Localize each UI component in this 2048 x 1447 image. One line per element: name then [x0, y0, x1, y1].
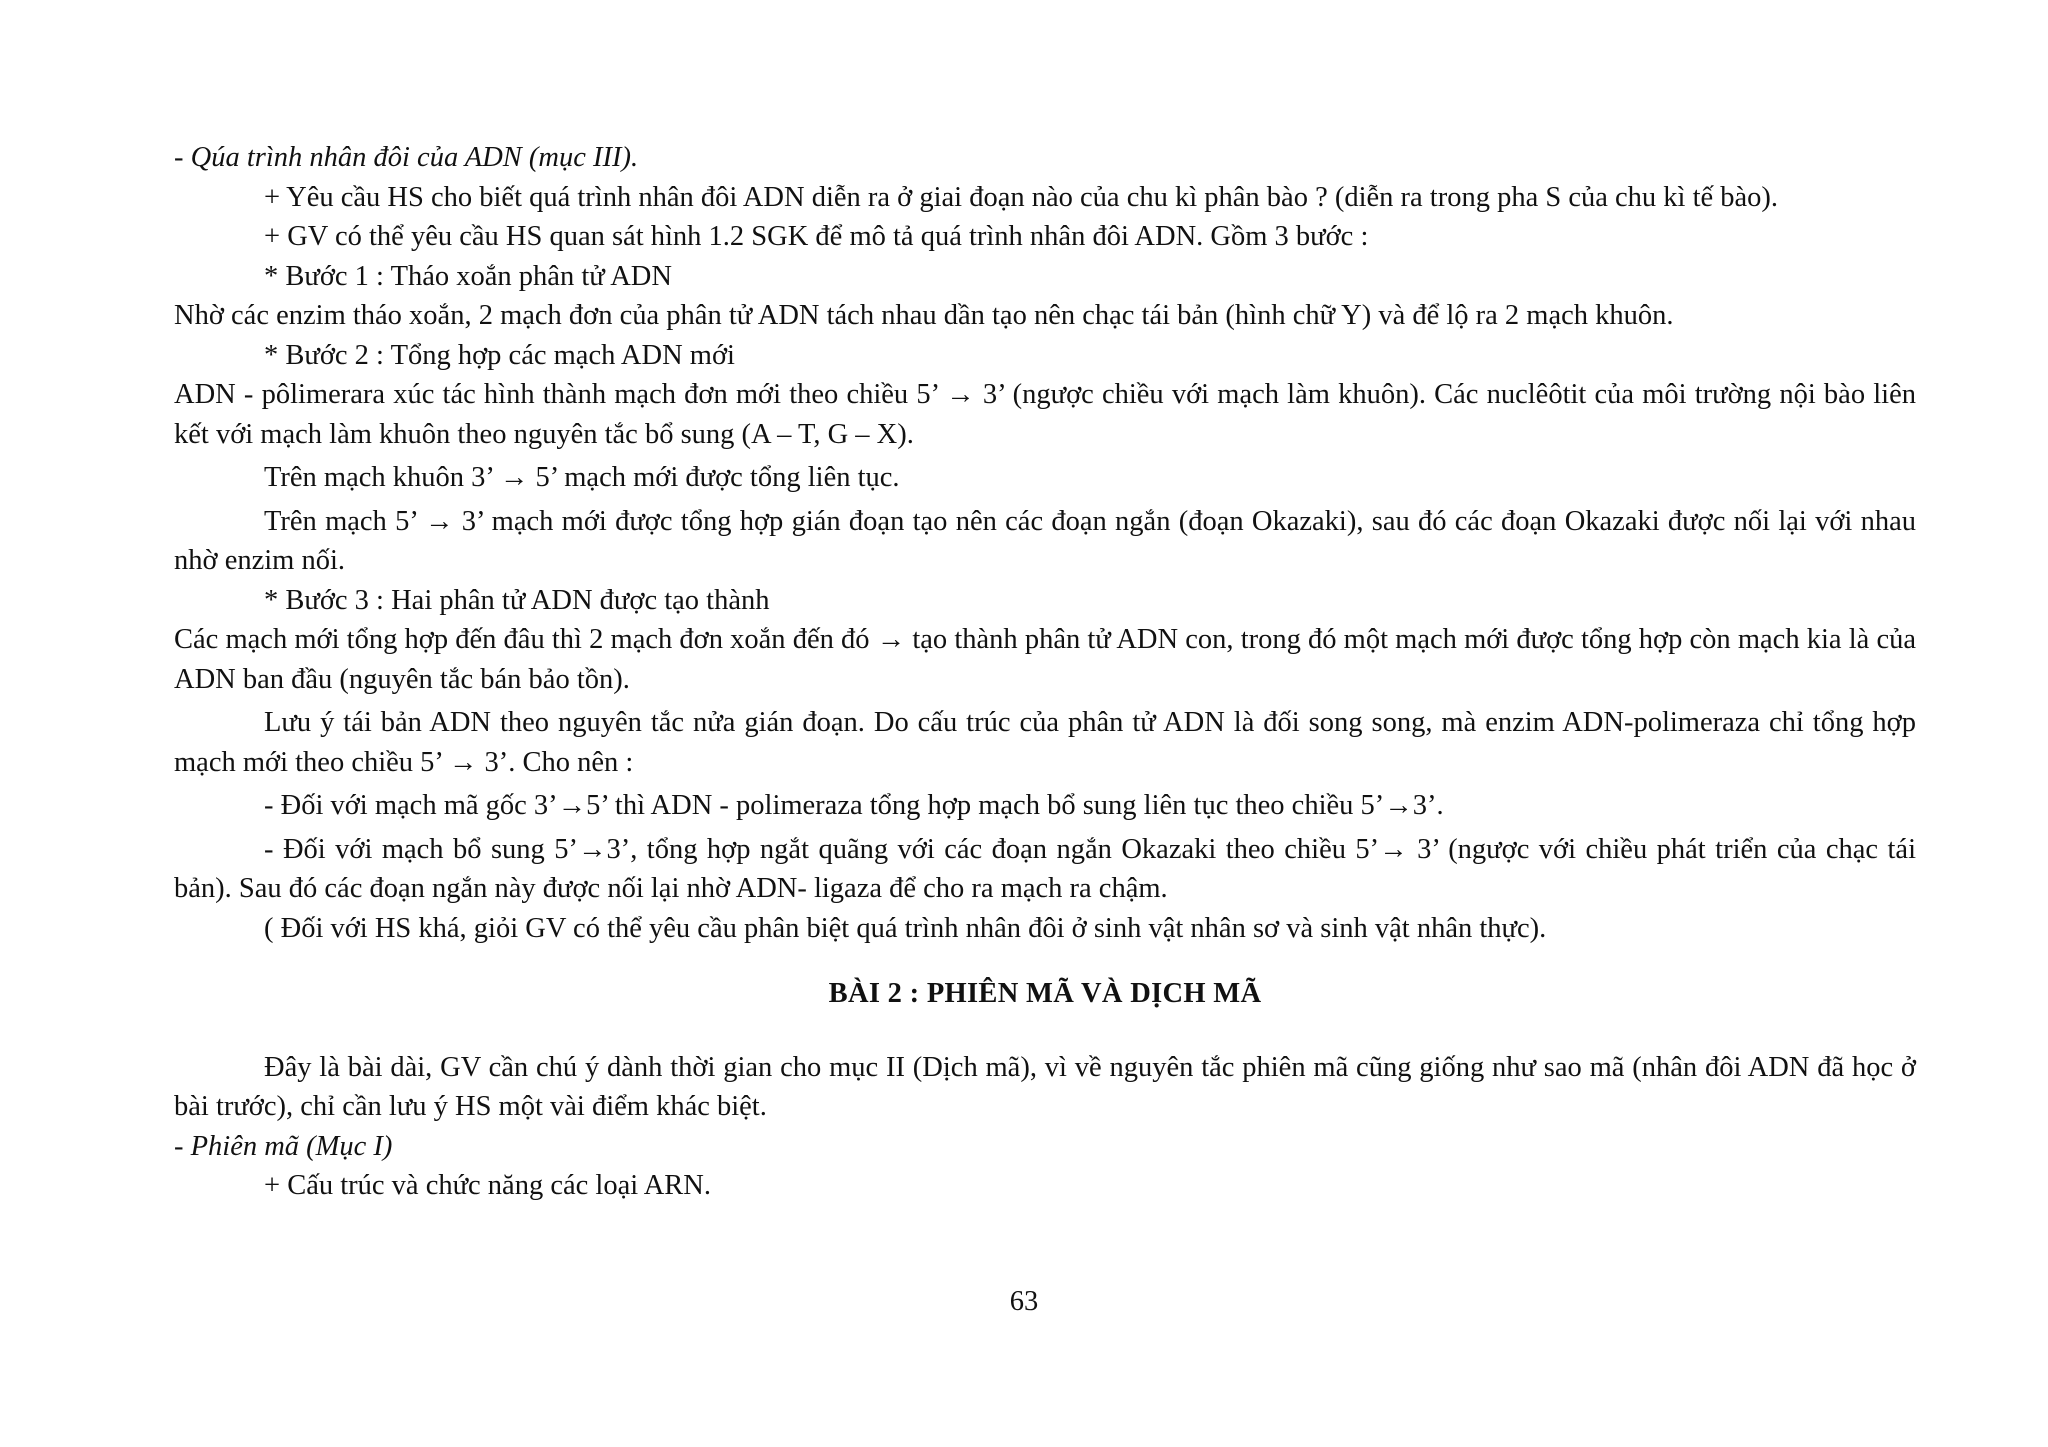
paragraph: ADN - pôlimerara xúc tác hình thành mạch đơn mới theo chiều 5’ → 3’ (ngược chiều với mạch làm khuôn). Các nuclêôtit của môi trường nội bào liên kết với mạch làm khuôn theo nguyên tắc bổ sung (A – T, G – X).	[174, 379, 1916, 450]
section-heading-transcription: - Phiên mã (Mục I)	[174, 1130, 393, 1162]
page-number: 63	[1009, 1286, 1039, 1317]
lesson-title: BÀI 2 : PHIÊN MÃ VÀ DỊCH MÃ	[828, 978, 1262, 1009]
paragraph: + Cấu trúc và chức năng các loại ARN.	[264, 1170, 711, 1201]
paragraph: Lưu ý tái bản ADN theo nguyên tắc nửa gián đoạn. Do cấu trúc của phân tử ADN là đối song song, mà enzim ADN-polimeraza chỉ tổng hợp mạch mới theo chiều 5’ → 3’. Cho nên :	[174, 707, 1916, 778]
step-heading: * Bước 3 : Hai phân tử ADN được tạo thành	[264, 584, 770, 616]
section-heading-replication: - Qúa trình nhân đôi của ADN (mục III).	[174, 142, 639, 173]
paragraph: Trên mạch 5’ → 3’ mạch mới được tổng hợp gián đoạn tạo nên các đoạn ngắn (đoạn Okazaki), sau đó các đoạn Okazaki được nối lại với nhau nhờ enzim nối.	[174, 505, 1916, 576]
paragraph: - Đối với mạch bổ sung 5’→3’, tổng hợp ngắt quãng với các đoạn ngắn Okazaki theo chiều 5’→ 3’ (ngược với chiều phát triển của chạc tái bản). Sau đó các đoạn ngắn này được nối lại nhờ ADN- ligaza để cho ra mạch ra chậm.	[174, 833, 1916, 904]
page-content	[174, 138, 1916, 1206]
paragraph: Nhờ các enzim tháo xoắn, 2 mạch đơn của phân tử ADN tách nhau dần tạo nên chạc tái bản (hình chữ Y) và để lộ ra 2 mạch khuôn.	[174, 300, 1674, 331]
paragraph: + Yêu cầu HS cho biết quá trình nhân đôi ADN diễn ra ở giai đoạn nào của chu kì phân bào ? (diễn ra trong pha S của chu kì tế bào).	[264, 181, 1779, 213]
paragraph: Đây là bài dài, GV cần chú ý dành thời gian cho mục II (Dịch mã), vì về nguyên tắc phiên mã cũng giống như sao mã (nhân đôi ADN đã học ở bài trước), chỉ cần lưu ý HS một vài điểm khác biệt.	[174, 1051, 1916, 1122]
paragraph: - Đối với mạch mã gốc 3’→5’ thì ADN - polimeraza tổng hợp mạch bổ sung liên tục theo chiều 5’→3’.	[264, 790, 1444, 821]
step-heading: * Bước 2 : Tổng hợp các mạch ADN mới	[264, 339, 735, 371]
paragraph: ( Đối với HS khá, giỏi GV có thể yêu cầu phân biệt quá trình nhân đôi ở sinh vật nhân sơ và sinh vật nhân thực).	[264, 912, 1547, 944]
paragraph: Các mạch mới tổng hợp đến đâu thì 2 mạch đơn xoắn đến đó → tạo thành phân tử ADN con, trong đó một mạch mới được tổng hợp còn mạch kia là của ADN ban đầu (nguyên tắc bán bảo tồn).	[174, 624, 1916, 695]
step-heading: * Bước 1 : Tháo xoắn phân tử ADN	[264, 260, 672, 292]
paragraph: + GV có thể yêu cầu HS quan sát hình 1.2 SGK để mô tả quá trình nhân đôi ADN. Gồm 3 bước :	[264, 221, 1369, 252]
paragraph: Trên mạch khuôn 3’ → 5’ mạch mới được tổng liên tục.	[264, 462, 900, 493]
